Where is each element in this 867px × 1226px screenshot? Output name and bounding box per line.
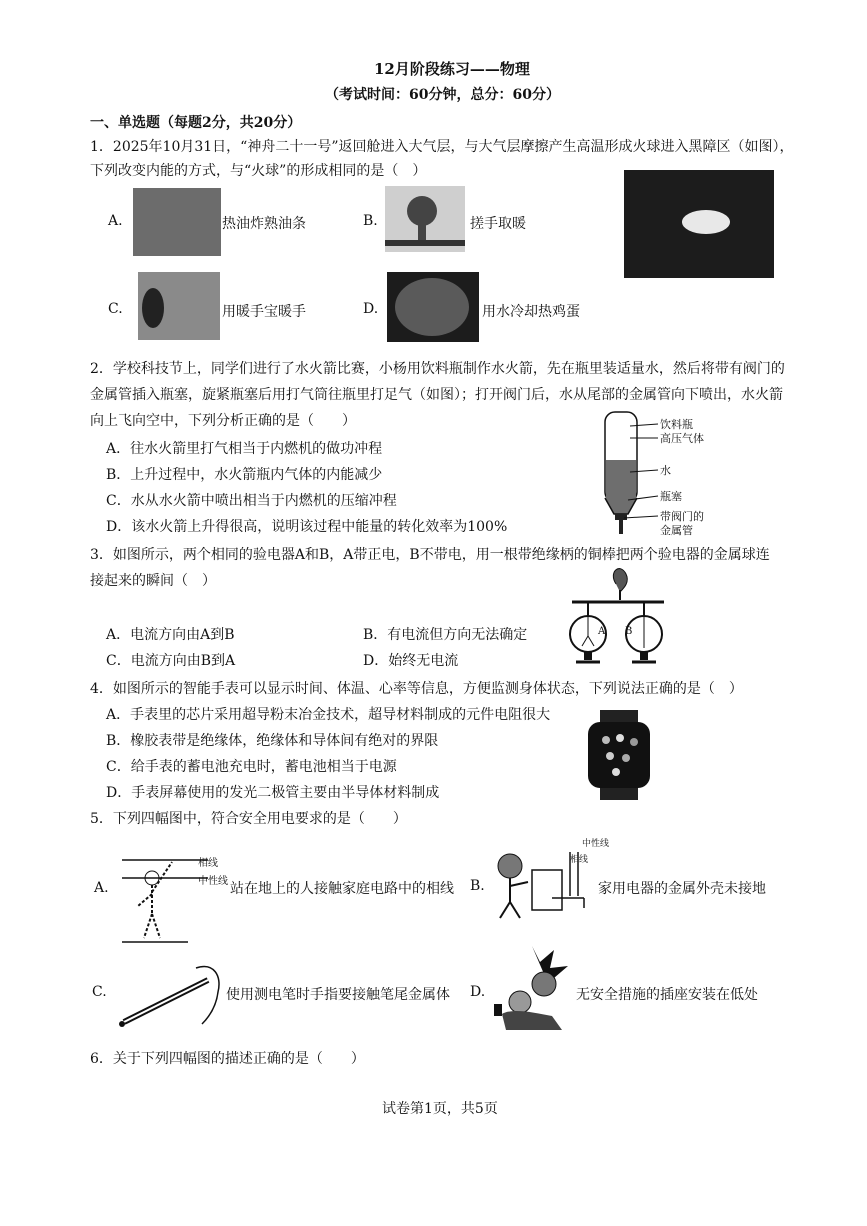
- q3-stem-line1: 3．如图所示，两个相同的验电器A和B，A带正电，B不带电，用一根带绝缘柄的铜棒把两个验电器的金属球连: [90, 547, 770, 563]
- label-high-pressure-gas: 高压气体: [660, 432, 704, 445]
- q1-stem-line1: 1．2025年10月31日，“神舟二十一号”返回舱进入大气层，与大气层摩擦产生高温形成火球进入黑障区（如图），: [90, 139, 794, 155]
- q4-option-c: C．给手表的蓄电池充电时，蓄电池相当于电源: [106, 759, 397, 775]
- q2-option-a: A．往水火箭里打气相当于内燃机的做功冲程: [106, 441, 383, 457]
- q5-option-text: 家用电器的金属外壳未接地: [598, 881, 766, 897]
- q4-option-d: D．手表屏幕使用的发光二极管主要由半导体材料制成: [106, 785, 440, 801]
- q1-option-text: 热油炸熟油条: [222, 216, 306, 232]
- q4-option-b: B．橡胶表带是绝缘体，绝缘体和导体间有绝对的界限: [106, 733, 439, 749]
- q3-option-b: B．有电流但方向无法确定: [363, 627, 528, 643]
- q1-option-text: 用水冷却热鸡蛋: [482, 304, 580, 320]
- exam-info: （考试时间：60分钟，总分：60分）: [325, 87, 560, 103]
- q1-option-letter: C.: [108, 301, 123, 317]
- electroscope-label-b: B: [625, 626, 633, 637]
- low-socket-children-drawing: [492, 944, 576, 1032]
- q5-option-letter: B.: [470, 878, 485, 894]
- q6-stem-line1: 6．关于下列四幅图的描述正确的是（ ）: [90, 1051, 365, 1067]
- electroscope-diagram: [568, 562, 668, 672]
- label-water: 水: [660, 464, 671, 477]
- q1-option-letter: A.: [108, 213, 123, 229]
- cooling-eggs-photo: [387, 272, 479, 342]
- q2-stem-line1: 2．学校科技节上，同学们进行了水火箭比赛，小杨用饮料瓶制作水火箭，先在瓶里装适量水，然后将带有阀门的: [90, 361, 785, 377]
- q1-stem-line2: 下列改变内能的方式，与“火球”的形成相同的是（ ）: [90, 163, 427, 179]
- q5-stem-line1: 5．下列四幅图中，符合安全用电要求的是（ ）: [90, 811, 407, 827]
- label-neutral-wire: 中性线: [198, 876, 228, 887]
- q5-option-letter: A.: [94, 880, 109, 896]
- page-title: 12月阶段练习——物理: [374, 60, 530, 78]
- q3-option-a: A．电流方向由A到B: [106, 627, 235, 643]
- q4-option-a: A．手表里的芯片采用超导粉末冶金技术，超导材料制成的元件电阻很大: [106, 707, 551, 723]
- q3-option-c: C．电流方向由B到A: [106, 653, 236, 669]
- label-phase-wire: 相线: [198, 858, 218, 869]
- label-b-phase: 相线: [570, 855, 589, 865]
- rubbing-hands-photo: [385, 186, 465, 252]
- q2-option-d: D．该水火箭上升得很高，说明该过程中能量的转化效率为100%: [106, 519, 508, 535]
- frying-dough-photo: [133, 188, 221, 256]
- q5-option-text: 使用测电笔时手指要接触笔尾金属体: [226, 987, 450, 1003]
- q1-option-text: 用暖手宝暖手: [222, 304, 306, 320]
- q1-option-text: 搓手取暖: [470, 216, 526, 232]
- hand-warmer-photo: [138, 272, 220, 340]
- label-b-neutral: 中性线: [582, 839, 610, 849]
- q4-stem-line1: 4．如图所示的智能手表可以显示时间、体温、心率等信息，方便监测身体状态，下列说法正确的是（ ）: [90, 681, 743, 697]
- page-number: 试卷第1页，共5页: [382, 1101, 498, 1117]
- q5-option-text: 无安全措施的插座安装在低处: [576, 987, 758, 1003]
- q5-option-letter: C.: [92, 984, 107, 1000]
- q1-option-letter: B.: [363, 213, 378, 229]
- q5-option-letter: D.: [470, 984, 486, 1000]
- q2-option-c: C．水从水火箭中喷出相当于内燃机的压缩冲程: [106, 493, 397, 509]
- test-pen-drawing: [118, 958, 226, 1030]
- q2-stem-line3: 向上飞向空中，下列分析正确的是（ ）: [90, 413, 356, 429]
- electroscope-label-a: A: [598, 626, 606, 637]
- q2-option-b: B．上升过程中，水火箭瓶内气体的内能减少: [106, 467, 383, 483]
- smartwatch-photo: [588, 710, 650, 800]
- label-valve-tube-1: 带阀门的: [660, 510, 704, 523]
- section-heading: 一、单选题（每题2分，共20分）: [90, 115, 302, 131]
- reentry-fireball-photo: [624, 170, 774, 278]
- q3-option-d: D．始终无电流: [363, 653, 459, 669]
- label-stopper: 瓶塞: [660, 490, 682, 503]
- q3-stem-line2: 接起来的瞬间（ ）: [90, 573, 216, 589]
- label-valve-tube-2: 金属管: [660, 524, 693, 537]
- label-bottle: 饮料瓶: [660, 418, 693, 431]
- q5-option-text: 站在地上的人接触家庭电路中的相线: [230, 881, 454, 897]
- q1-option-letter: D.: [363, 301, 379, 317]
- q2-stem-line2: 金属管插入瓶塞，旋紧瓶塞后用打气筒往瓶里打足气（如图）；打开阀门后，水从尾部的金属管向下喷出，水火箭: [90, 387, 783, 403]
